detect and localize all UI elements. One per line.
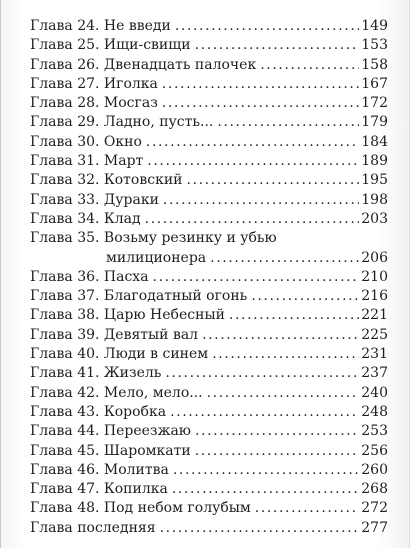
toc-entry-page: 240 xyxy=(361,384,388,401)
toc-entry-title: Глава 35. Возьму резинку и убью xyxy=(30,230,277,247)
toc-entry-title: Глава последняя xyxy=(30,519,156,536)
dot-leader xyxy=(251,288,359,304)
toc-entry-page: 268 xyxy=(361,481,388,498)
dot-leader xyxy=(162,95,359,111)
dot-leader xyxy=(165,365,359,381)
toc-entry-title: Глава 47. Копилка xyxy=(30,481,168,498)
toc-entry xyxy=(30,288,388,307)
toc-entry-page: 237 xyxy=(361,365,388,382)
toc-entry xyxy=(30,76,388,95)
dot-leader xyxy=(207,385,360,401)
toc-entry-title: Глава 39. Девятый вал xyxy=(30,326,199,343)
dot-leader xyxy=(202,327,359,343)
toc-entry xyxy=(30,211,388,230)
toc-entry-page: 210 xyxy=(361,268,388,285)
toc-entry xyxy=(30,307,388,326)
dot-leader xyxy=(146,134,359,150)
toc-entry-page: 158 xyxy=(361,56,388,73)
toc-entry xyxy=(30,153,388,172)
dot-leader xyxy=(229,307,359,323)
toc-entry-title: Глава 29. Ладно, пусть... xyxy=(30,114,214,131)
toc-entry-page: 256 xyxy=(361,442,388,459)
toc-entry-title: Глава 33. Дураки xyxy=(30,191,159,208)
toc-entry xyxy=(30,95,388,114)
toc-entry xyxy=(30,327,388,346)
toc-entry-page: 167 xyxy=(361,75,388,92)
dot-leader xyxy=(162,76,359,92)
toc-entry-title-cont: милиционера xyxy=(106,249,207,266)
dot-leader xyxy=(195,37,360,53)
toc-entry xyxy=(30,37,388,56)
toc-entry xyxy=(30,365,388,384)
toc-entry-title: Глава 45. Шаромкати xyxy=(30,442,191,459)
dot-leader xyxy=(145,211,360,227)
toc-entry xyxy=(30,520,388,539)
toc-entry-page: 184 xyxy=(361,133,388,150)
toc-entry-title: Глава 36. Пасха xyxy=(30,268,149,285)
dot-leader xyxy=(160,520,360,536)
toc-entry xyxy=(30,172,388,191)
toc-entry xyxy=(30,462,388,481)
dot-leader xyxy=(172,481,359,497)
toc-entry-title: Глава 34. Клад xyxy=(30,210,141,227)
toc-entry-continuation xyxy=(30,250,388,269)
toc-entry-title: Глава 25. Ищи-свищи xyxy=(30,37,191,54)
toc-entry-page: 231 xyxy=(361,346,388,363)
toc-entry-title: Глава 27. Иголка xyxy=(30,75,158,92)
toc-entry-title: Глава 26. Двенадцать палочек xyxy=(30,56,257,73)
toc-entry-page: 253 xyxy=(361,423,388,440)
dot-leader xyxy=(212,346,359,362)
toc-entry-page: 149 xyxy=(361,18,388,34)
toc-entry-title: Глава 28. Мосгаз xyxy=(30,95,158,112)
dot-leader xyxy=(147,153,359,169)
toc-entry-title: Глава 42. Мело, мело... xyxy=(30,384,203,401)
table-of-contents xyxy=(30,18,388,539)
toc-entry-title: Глава 31. Март xyxy=(30,153,144,170)
toc-entry xyxy=(30,443,388,462)
toc-entry-title: Глава 37. Благодатный огонь xyxy=(30,288,248,305)
dot-leader xyxy=(173,462,359,478)
toc-entry-page: 198 xyxy=(361,191,388,208)
toc-entry-page: 189 xyxy=(361,153,388,170)
toc-entry-title: Глава 41. Жизель xyxy=(30,365,162,382)
toc-entry xyxy=(30,192,388,211)
toc-entry xyxy=(30,114,388,133)
toc-entry-title: Глава 32. Котовский xyxy=(30,172,183,189)
toc-entry xyxy=(30,346,388,365)
dot-leader xyxy=(163,192,359,208)
dot-leader xyxy=(186,172,359,188)
dot-leader xyxy=(255,500,359,516)
toc-entry xyxy=(30,57,388,76)
dot-leader xyxy=(217,114,359,130)
toc-entry xyxy=(30,385,388,404)
toc-entry-title: Глава 44. Переезжаю xyxy=(30,423,191,440)
toc-entry-page: 195 xyxy=(361,172,388,189)
toc-entry xyxy=(30,404,388,423)
toc-entry xyxy=(30,423,388,442)
dot-leader xyxy=(195,443,360,459)
toc-entry xyxy=(30,134,388,153)
dot-leader xyxy=(170,404,359,420)
toc-entry-page: 225 xyxy=(361,326,388,343)
toc-entry-page: 221 xyxy=(361,307,388,324)
dot-leader xyxy=(195,423,359,439)
dot-leader xyxy=(153,269,360,285)
dot-leader xyxy=(210,250,359,266)
toc-entry-page: 179 xyxy=(361,114,388,131)
toc-entry-page: 272 xyxy=(361,500,388,517)
toc-entry-title: Глава 46. Молитва xyxy=(30,461,169,478)
toc-entry-page: 172 xyxy=(361,95,388,112)
toc-entry-page: 203 xyxy=(361,210,388,227)
toc-entry-page: 248 xyxy=(361,403,388,420)
toc-entry-page: 153 xyxy=(361,37,388,54)
toc-entry-title: Глава 43. Коробка xyxy=(30,403,167,420)
toc-entry-title: Глава 48. Под небом голубым xyxy=(30,500,251,517)
toc-entry xyxy=(30,230,388,249)
toc-entry-title: Глава 30. Окно xyxy=(30,133,142,150)
dot-leader xyxy=(175,18,359,34)
toc-entry-page: 277 xyxy=(361,519,388,536)
toc-entry xyxy=(30,481,388,500)
toc-entry-page: 206 xyxy=(361,249,388,266)
toc-entry-page: 260 xyxy=(361,461,388,478)
toc-entry xyxy=(30,18,388,37)
dot-leader xyxy=(260,57,359,73)
toc-entry-title: Глава 38. Царю Небесный xyxy=(30,307,225,324)
toc-entry-title: Глава 24. Не введи xyxy=(30,18,171,34)
toc-entry-page: 216 xyxy=(361,288,388,305)
toc-entry xyxy=(30,500,388,519)
toc-entry xyxy=(30,269,388,288)
toc-entry-title: Глава 40. Люди в синем xyxy=(30,346,209,363)
